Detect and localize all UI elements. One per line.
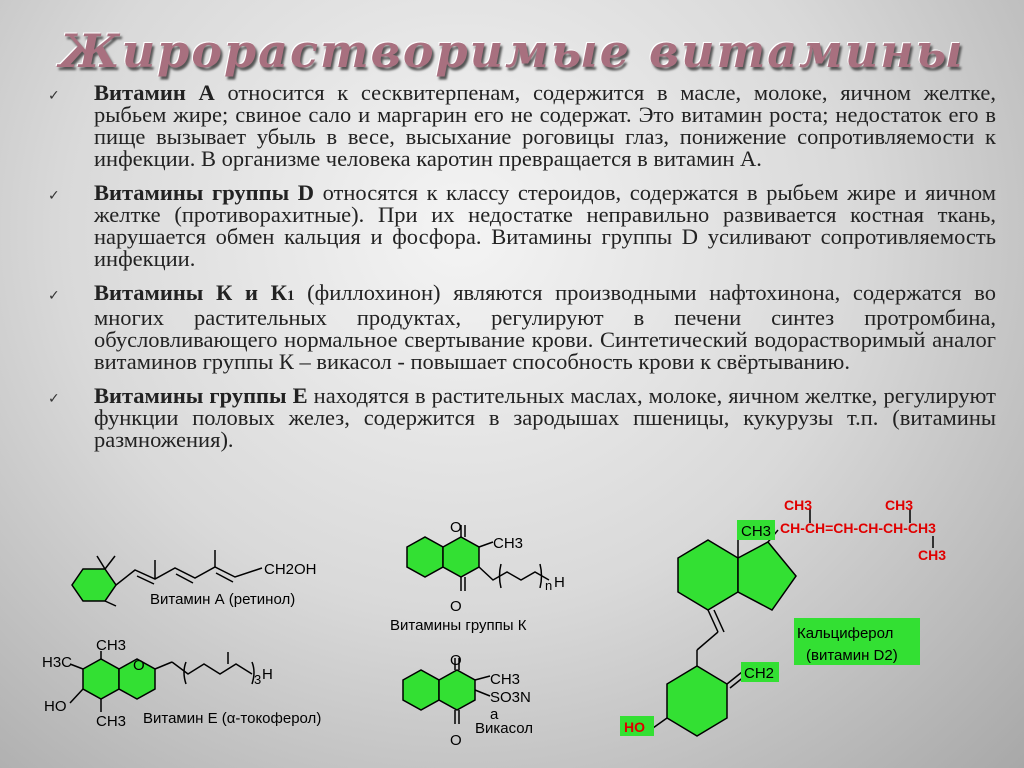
- vitk-o-bottom: O: [450, 598, 462, 615]
- checkmark-icon: ✓: [48, 88, 60, 104]
- calciferol-ch2: CH2: [744, 665, 775, 682]
- vikasol-o-bottom: O: [450, 732, 462, 749]
- toco-sub3: 3: [254, 672, 262, 687]
- calciferol-ho: HO: [624, 719, 645, 735]
- calciferol-name: Кальциферол: [797, 625, 894, 642]
- vikasol-a: a: [490, 706, 499, 723]
- retinol-group-label: CH2OH: [264, 561, 317, 578]
- vitk-ch3-label: CH3: [493, 535, 524, 552]
- toco-ho-label: HO: [44, 698, 67, 715]
- toco-caption: Витамин Е (α-токоферол): [143, 710, 322, 727]
- vitamin-k-structure: [407, 525, 549, 591]
- vitk-n-label: n: [545, 578, 553, 593]
- toco-ch3-bottom: CH3: [96, 713, 127, 730]
- vikasol-so3: SO3N: [490, 689, 531, 706]
- bullet-text: находятся в растительных маслах, молоке, яичном желтке, регулируют функции половых желез, содержится в зародышах пшеницы, кукурузы т.п. (витамины размножения).: [94, 383, 996, 452]
- tocopherol-structure: [70, 651, 254, 712]
- calciferol-chain: CH-CH=CH-CH-CH-CH3: [780, 520, 936, 536]
- calciferol-sub: (витамин D2): [806, 647, 898, 664]
- retinol-caption: Витамин А (ретинол): [150, 591, 296, 608]
- bullet-lead-subscript: 1: [286, 288, 295, 304]
- slide-title: Жирорастворимые витамины: [59, 24, 965, 78]
- checkmark-icon: ✓: [48, 288, 60, 304]
- bullet-lead: Витамины группы Е: [94, 383, 308, 408]
- calciferol-ch3-b: CH3: [885, 497, 914, 513]
- vikasol-ch3: CH3: [490, 671, 521, 688]
- bullet-lead: Витамин А: [94, 80, 215, 105]
- vikasol-structure: [403, 658, 490, 724]
- calciferol-ch3-c: CH3: [918, 547, 947, 563]
- toco-h-label: H: [262, 666, 273, 683]
- checkmark-icon: ✓: [48, 391, 60, 407]
- bullet-text: относится к сесквитерпенам, содержится в масле, молоке, яичном желтке, рыбьем жире; свиное сало и маргарин его не содержат. Это витамин роста; недостаток его в пище вызывает убыль в весе, высыхание роговицы глаз, понижение сопротивляемости к инфекции. В организме человека каротин превращается в витамин А.: [94, 80, 996, 171]
- vitk-o-top: O: [450, 519, 462, 536]
- toco-h3c: H3C: [42, 654, 73, 671]
- bullet-text: относятся к классу стероидов, содержатся в рыбьем жире и яичном желтке (противорахитные). При их недостатке неправильно развивается костная ткань, нарушается обмен кальция и фосфора. Витамины группы D усиливают сопротивляемость инфекции.: [94, 180, 996, 271]
- toco-o-label: O: [133, 657, 145, 674]
- vitk-caption: Витамины группы К: [390, 617, 527, 634]
- vikasol-caption: Викасол: [475, 720, 534, 737]
- calciferol-ch3-left: CH3: [741, 523, 772, 540]
- toco-ch3-top: CH3: [96, 637, 127, 654]
- bullet-lead: Витамины К и К: [94, 280, 287, 305]
- bullet-lead: Витамины группы D: [94, 180, 314, 205]
- vikasol-o-top: O: [450, 652, 462, 669]
- calciferol-ch3-a: CH3: [784, 497, 813, 513]
- checkmark-icon: ✓: [48, 188, 60, 204]
- bullet-text: (филлохинон) являются производными нафтохинона, содержатся во многих растительных продуктах, регулируют в печени синтез протромбина, обусловливающего нормальное свертывание крови. Синтетический водорастворимый аналог витаминов группы К – викасол - повышает способность крови к свёртыванию.: [94, 280, 996, 374]
- vitk-h-label: H: [554, 574, 565, 591]
